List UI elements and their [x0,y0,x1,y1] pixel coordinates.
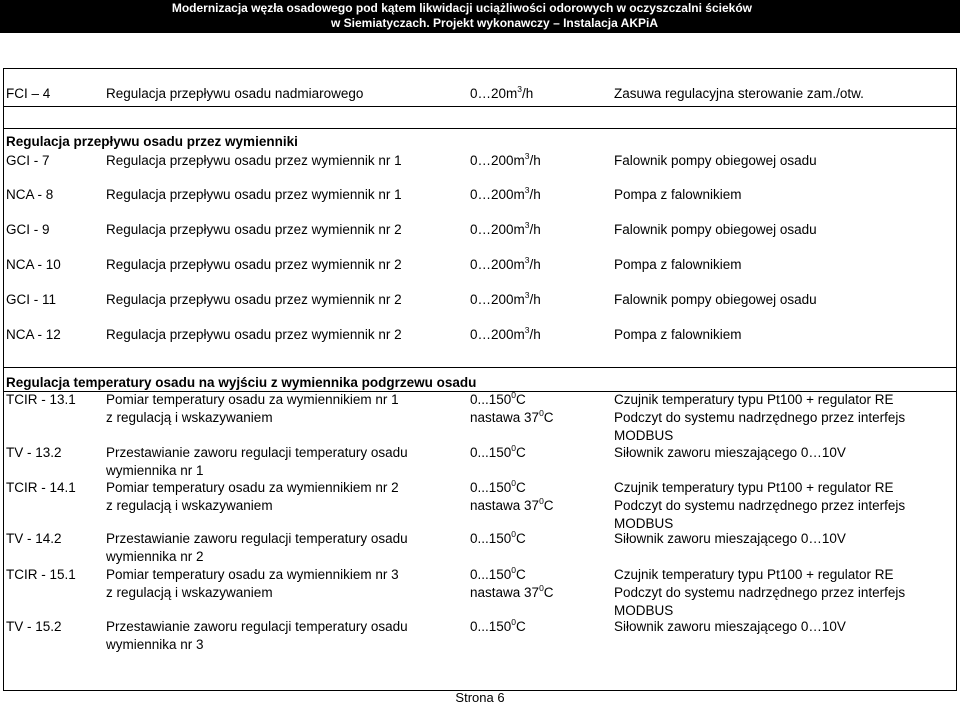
desc-cell: wymiennika nr 2 [106,549,204,564]
desc-cell: Regulacja przepływu osadu przez wymiennik nr 1 [106,187,402,202]
code-cell: TCIR - 15.1 [6,567,76,582]
range-cell: $0\dots 200m^3/h$ [470,254,541,272]
desc-cell: z regulacją i wskazywaniem [106,498,273,513]
desc-cell: Regulacja przepływu osadu nadmiarowego [106,86,364,101]
note-cell: Pompa z falownikiem [614,327,742,342]
code-cell: NCA - 12 [6,327,61,342]
note-cell: Czujnik temperatury typu Pt100 + regulator RE [614,392,894,407]
header-line-2: w Siemiatyczach. Projekt wykonawczy – Instalacja AKPiA [330,16,658,30]
page-number: Strona 6 [455,690,505,705]
note-cell: Falownik pompy obiegowej osadu [614,292,817,307]
range-cell: 0...150$^0$C [470,616,526,634]
range-cell: $0\dots 20m^3/h$ [470,83,534,101]
code-cell: GCI - 11 [6,292,57,307]
desc-cell: wymiennika nr 3 [106,637,204,652]
code-cell: TCIR - 13.1 [6,392,76,407]
desc-cell: Przestawianie zaworu regulacji temperatury osadu [106,445,408,460]
setpoint-cell: nastawa $37^0C$ [470,495,554,513]
note-cell: Czujnik temperatury typu Pt100 + regulator RE [614,567,894,582]
note-cell: Podczyt do systemu nadrzędnego przez interfejs [614,410,906,425]
code-cell: FCI – 4 [6,86,51,101]
range-cell: $0\dots 200m^3/h$ [470,219,541,237]
desc-cell: Regulacja przepływu osadu przez wymiennik nr 2 [106,327,402,342]
desc-cell: Regulacja przepływu osadu przez wymiennik nr 2 [106,257,402,272]
note-cell: Zasuwa regulacyjna sterowanie zam./otw. [614,86,864,101]
section-title: Regulacja temperatury osadu na wyjściu z wymiennika podgrzewu osadu [6,375,477,390]
note-cell: MODBUS [614,516,674,531]
code-cell: TCIR - 14.1 [6,480,76,495]
note-cell: Siłownik zaworu mieszającego 0…10V [614,531,846,546]
header-line-1: Modernizacja węzła osadowego pod kątem likwidacji uciążliwości odorowych w oczyszczalni ścieków [171,1,752,15]
range-cell: $0\dots 200m^3/h$ [470,150,541,168]
range-cell: $0\dots 200m^3/h$ [470,184,541,202]
desc-cell: Regulacja przepływu osadu przez wymiennik nr 1 [106,153,402,168]
note-cell: Podczyt do systemu nadrzędnego przez interfejs [614,498,906,513]
row-divider [3,106,957,107]
setpoint-cell: nastawa $37^0C$ [470,582,554,600]
code-cell: TV - 13.2 [6,445,62,460]
range-cell: 0...150$^0$C [470,389,526,407]
code-cell: GCI - 9 [6,222,50,237]
desc-cell: Regulacja przepływu osadu przez wymiennik nr 2 [106,222,402,237]
code-cell: GCI - 7 [6,153,50,168]
range-cell: 0...150$^0$C [470,564,526,582]
desc-cell: z regulacją i wskazywaniem [106,585,273,600]
desc-cell: Przestawianie zaworu regulacji temperatury osadu [106,531,408,546]
section-title: Regulacja przepływu osadu przez wymienniki [6,134,298,149]
note-cell: Falownik pompy obiegowej osadu [614,222,817,237]
note-cell: Siłownik zaworu mieszającego 0…10V [614,445,846,460]
range-cell: 0...150$^0$C [470,528,526,546]
note-cell: Pompa z falownikiem [614,257,742,272]
code-cell: TV - 14.2 [6,531,62,546]
note-cell: MODBUS [614,603,674,618]
note-cell: MODBUS [614,428,674,443]
range-cell: 0...150$^0$C [470,477,526,495]
desc-cell: Pomiar temperatury osadu za wymiennikiem nr 3 [106,567,399,582]
note-cell: Pompa z falownikiem [614,187,742,202]
note-cell: Podczyt do systemu nadrzędnego przez interfejs [614,585,906,600]
range-cell: $0\dots 200m^3/h$ [470,289,541,307]
note-cell: Czujnik temperatury typu Pt100 + regulator RE [614,480,894,495]
desc-cell: Regulacja przepływu osadu przez wymiennik nr 2 [106,292,402,307]
desc-cell: Pomiar temperatury osadu za wymiennikiem nr 2 [106,480,399,495]
code-cell: NCA - 10 [6,257,61,272]
note-cell: Falownik pompy obiegowej osadu [614,153,817,168]
code-cell: TV - 15.2 [6,619,62,634]
desc-cell: z regulacją i wskazywaniem [106,410,273,425]
note-cell: Siłownik zaworu mieszającego 0…10V [614,619,846,634]
document-header [0,0,960,33]
setpoint-cell: nastawa $37^0C$ [470,407,554,425]
desc-cell: Pomiar temperatury osadu za wymiennikiem nr 1 [106,392,399,407]
range-cell: $0\dots 200m^3/h$ [470,324,541,342]
range-cell: 0...150$^0$C [470,442,526,460]
row-divider [3,128,957,129]
desc-cell: wymiennika nr 1 [106,463,204,478]
code-cell: NCA - 8 [6,187,54,202]
row-divider [3,367,957,368]
desc-cell: Przestawianie zaworu regulacji temperatury osadu [106,619,408,634]
